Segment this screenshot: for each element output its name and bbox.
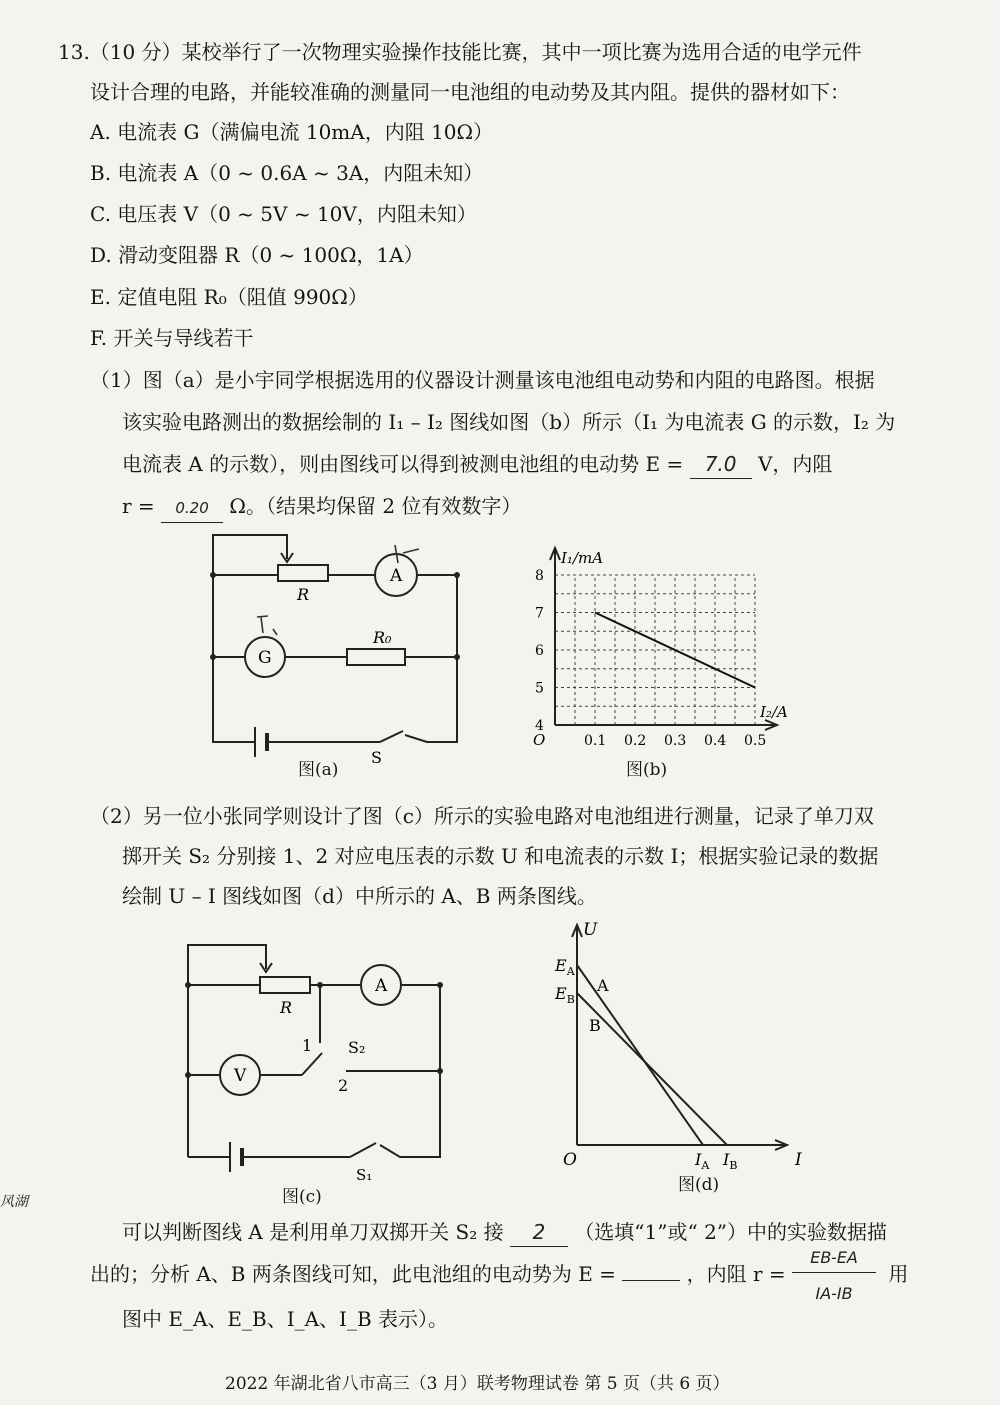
part2b-line1-tail: （选填“1”或“ 2”）中的实验数据描 bbox=[574, 1220, 888, 1244]
answer-emf-blank[interactable]: 7.0 bbox=[690, 450, 752, 479]
part1-line1: （1）图（a）是小宇同学根据选用的仪器设计测量该电池组电动势和内阻的电路图。根据 bbox=[90, 368, 875, 392]
fig-a-label-s: S bbox=[371, 748, 382, 767]
question-head: 13.（10 分）某校举行了一次物理实验操作技能比赛，其中一项比赛为选用合适的电学元件 bbox=[58, 40, 862, 64]
item-c: C. 电压表 V（0 ~ 5V ~ 10V，内阻未知） bbox=[90, 202, 477, 226]
origin-label: O bbox=[533, 731, 546, 749]
item-f: F. 开关与导线若干 bbox=[90, 326, 254, 350]
figure-a-circuit bbox=[195, 525, 475, 780]
item-b: B. 电流表 A（0 ~ 0.6A ~ 3A，内阻未知） bbox=[90, 161, 484, 185]
fig-d-label-eb: $E_B$ bbox=[555, 984, 575, 1006]
fig-a-label-a: A bbox=[390, 566, 403, 586]
fig-d-line-a-label: A bbox=[597, 976, 609, 995]
part2b-line1-text: 可以判断图线 A 是利用单刀双掷开关 S₂ 接 bbox=[122, 1220, 504, 1244]
fig-a-caption: 图(a) bbox=[298, 760, 339, 780]
margin-note: 风湖 bbox=[0, 1194, 28, 1210]
fig-d-label-i: I bbox=[795, 1150, 802, 1170]
fig-a-label-g: G bbox=[258, 648, 272, 668]
fraction-numerator: EB-EA bbox=[792, 1244, 876, 1273]
x-tick-label: 0.4 bbox=[704, 733, 727, 749]
x-tick-label: 0.5 bbox=[744, 733, 767, 749]
page-footer: 2022 年湖北省八市高三（3 月）联考物理试卷 第 5 页（共 6 页） bbox=[225, 1374, 730, 1394]
y-axis-label: I₁/mA bbox=[561, 549, 604, 567]
fig-b-caption: 图(b) bbox=[626, 760, 668, 780]
fig-d-label-u: U bbox=[583, 920, 598, 940]
figure-c-circuit bbox=[170, 935, 460, 1184]
figure-d-graph bbox=[555, 915, 815, 1175]
y-tick-label: 4 bbox=[535, 718, 544, 734]
fig-c-label-2: 2 bbox=[338, 1076, 349, 1095]
answer-emf-blank-2[interactable] bbox=[622, 1280, 680, 1281]
line-a bbox=[577, 965, 703, 1145]
fig-d-line-b-label: B bbox=[589, 1016, 601, 1035]
fig-c-label-1: 1 bbox=[302, 1036, 313, 1055]
fig-a-label-r: R bbox=[297, 585, 310, 604]
part1-line3-unit: V，内阻 bbox=[757, 452, 833, 476]
fraction-denominator: IA-IB bbox=[815, 1283, 853, 1303]
y-tick-label: 7 bbox=[535, 605, 544, 622]
x-axis-label: I₂/A bbox=[760, 703, 788, 721]
part2b-line2-tail: 用 bbox=[888, 1262, 909, 1286]
y-tick-label: 5 bbox=[535, 680, 544, 697]
fig-c-label-s1: S₁ bbox=[356, 1166, 373, 1184]
fig-d-label-ea: $E_A$ bbox=[555, 956, 575, 978]
part1-line3 bbox=[122, 450, 832, 479]
figure-b-chart bbox=[520, 530, 790, 750]
fig-d-caption: 图(d) bbox=[678, 1175, 720, 1195]
item-e: E. 定值电阻 R₀（阻值 990Ω） bbox=[90, 285, 368, 309]
y-tick-label: 8 bbox=[535, 568, 544, 584]
part2b-line2 bbox=[90, 1247, 909, 1303]
x-tick-label: 0.2 bbox=[624, 733, 647, 749]
x-tick-label: 0.1 bbox=[584, 733, 607, 749]
part2b-line1 bbox=[122, 1218, 887, 1247]
answer-r-blank[interactable]: 0.20 bbox=[161, 494, 223, 523]
fig-c-label-v: V bbox=[234, 1066, 247, 1086]
fig-c-caption: 图(c) bbox=[282, 1187, 322, 1207]
part1-line2: 该实验电路测出的数据绘制的 I₁ – I₂ 图线如图（b）所示（I₁ 为电流表 G 的示数，I₂ 为 bbox=[122, 410, 896, 434]
part2-line3: 绘制 U – I 图线如图（d）中所示的 A、B 两条图线。 bbox=[122, 884, 597, 908]
part2b-line2-mid: ，内阻 r = bbox=[686, 1262, 786, 1286]
fig-d-label-o: O bbox=[563, 1150, 577, 1170]
part1-line3-text: 电流表 A 的示数），则由图线可以得到被测电池组的电动势 E = bbox=[122, 452, 684, 476]
part1-line4 bbox=[122, 492, 521, 523]
part2-line1: （2）另一位小张同学则设计了图（c）所示的实验电路对电池组进行测量，记录了单刀双 bbox=[90, 804, 874, 828]
part2b-line3: 图中 E_A、E_B、I_A、I_B 表示）。 bbox=[122, 1307, 448, 1331]
fig-d-label-ib: $I_B$ bbox=[723, 1150, 738, 1172]
item-a: A. 电流表 G（满偏电流 10mA，内阻 10Ω） bbox=[90, 120, 494, 144]
x-tick-label: 0.3 bbox=[664, 733, 687, 749]
y-tick-label: 6 bbox=[535, 643, 544, 659]
fig-a-label-r0: R₀ bbox=[373, 628, 392, 647]
part2b-line2-text: 出的；分析 A、B 两条图线可知，此电池组的电动势为 E = bbox=[90, 1262, 616, 1286]
answer-r-fraction[interactable] bbox=[792, 1247, 882, 1303]
fig-c-label-s2: S₂ bbox=[348, 1038, 366, 1057]
fig-d-label-ia: $I_A$ bbox=[695, 1150, 710, 1172]
question-head-2: 设计合理的电路，并能较准确的测量同一电池组的电动势及其内阻。提供的器材如下： bbox=[90, 80, 850, 104]
fig-c-label-r: R bbox=[280, 998, 293, 1017]
item-d: D. 滑动变阻器 R（0 ~ 100Ω，1A） bbox=[90, 243, 424, 267]
part1-line4-text: r = bbox=[122, 494, 155, 518]
part2-line2: 掷开关 S₂ 分别接 1、2 对应电压表的示数 U 和电流表的示数 I；根据实验记录的数据 bbox=[122, 844, 879, 868]
answer-switch-blank[interactable]: 2 bbox=[510, 1218, 568, 1247]
fig-c-label-a: A bbox=[375, 976, 388, 996]
part1-line4-tail: Ω。（结果均保留 2 位有效数字） bbox=[229, 494, 522, 518]
